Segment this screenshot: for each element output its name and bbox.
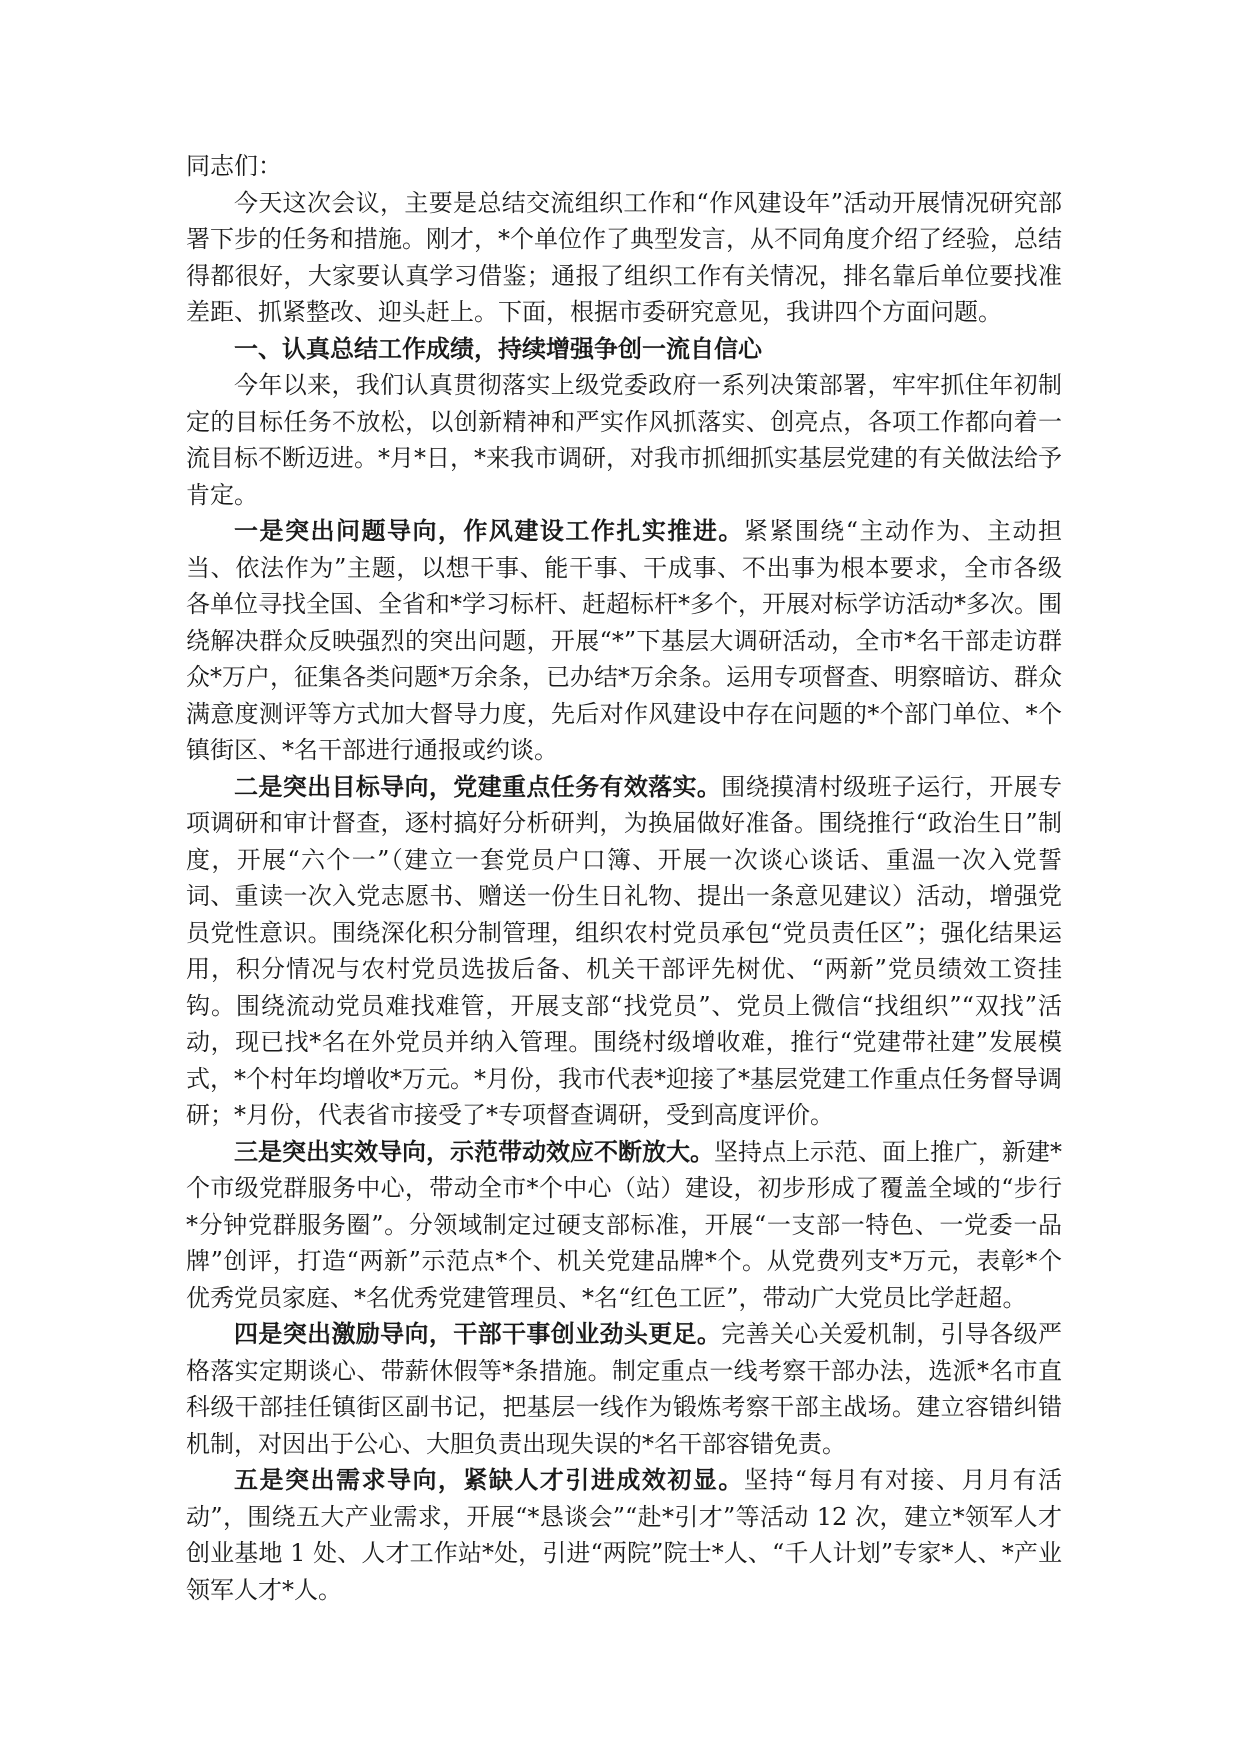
salutation: 同志们： — [186, 152, 282, 180]
point-paragraph — [186, 1134, 1062, 1317]
point-body: 紧紧围绕“主动作为、主动担当、依法作为”主题，以想干事、能干事、干成事、不出事为根本要求，全市各级各单位寻找全国、全省和*学习标杆、赶超标杆*多个，开展对标学访活动*多次。围绕解决群众反映强烈的突出问题，开展“*”下基层大调研活动，全市*名干部走访群众*万户，征集各类问题*万余条，已办结*万余条。运用专项督查、明察暗访、群众满意度测评等方式加大督导力度，先后对作风建设中存在问题的*个部门单位、*个镇街区、*名干部进行通报或约谈。 — [186, 517, 1062, 764]
point-body: 围绕摸清村级班子运行，开展专项调研和审计督查，逐村搞好分析研判，为换届做好准备。围绕推行“政治生日”制度，开展“六个一”（建立一套党员户口簿、开展一次谈心谈话、重温一次入党誓词、重读一次入党志愿书、赠送一份生日礼物、提出一条意见建议）活动，增强党员党性意识。围绕深化积分制管理，组织农村党员承包“党员责任区”；强化结果运用，积分情况与农村党员选拔后备、机关干部评先树优、“两新”党员绩效工资挂钩。围绕流动党员难找难管，开展支部“找党员”、党员上微信“找组织”“双找”活动，现已找*名在外党员并纳入管理。围绕村级增收难，推行“党建带社建”发展模式，*个村年均增收*万元。*月份，我市代表*迎接了*基层党建工作重点任务督导调研；*月份，代表省市接受了*专项督查调研，受到高度评价。 — [186, 772, 1063, 1129]
section-heading: 一、认真总结工作成绩，持续增强争创一流自信心 — [234, 333, 762, 363]
point-paragraph — [186, 1462, 1062, 1608]
point-body: 坚持“每月有对接、月月有活动”，围绕五大产业需求，开展“*恳谈会”“赴*引才”等活动 12 次，建立*领军人才创业基地 1 处、人才工作站*处，引进“两院”院士*人、“千人计划”专家*人、*产业领军人才*人。 — [186, 1466, 1062, 1604]
document-page — [186, 148, 1062, 1608]
point-lead: 四是突出激励导向，干部干事创业劲头更足。 — [234, 1319, 722, 1348]
section-body: 今年以来，我们认真贯彻落实上级党委政府一系列决策部署，牢牢抓住年初制定的目标任务不放松，以创新精神和严实作风抓落实、创亮点，各项工作都向着一流目标不断迈进。*月*日，*来我市调研，对我市抓细抓实基层党建的有关做法给予肯定。 — [186, 371, 1062, 509]
point-paragraph — [186, 513, 1062, 769]
intro-paragraph: 今天这次会议，主要是总结交流组织工作和“作风建设年”活动开展情况研究部署下步的任务和措施。刚才，*个单位作了典型发言，从不同角度介绍了经验，总结得都很好，大家要认真学习借鉴；通报了组织工作有关情况，排名靠后单位要找准差距、抓紧整改、迎头赶上。下面，根据市委研究意见，我讲四个方面问题。 — [186, 188, 1062, 326]
point-body: 完善关心关爱机制，引导各级严格落实定期谈心、带薪休假等*条措施。制定重点一线考察干部办法，选派*名市直科级干部挂任镇街区副书记，把基层一线作为锻炼考察干部主战场。建立容错纠错机制，对因出于公心、大胆负责出现失误的*名干部容错免责。 — [186, 1320, 1063, 1458]
point-lead: 一是突出问题导向，作风建设工作扎实推进。 — [234, 516, 744, 545]
point-paragraph — [186, 1316, 1062, 1462]
point-lead: 五是突出需求导向，紧缺人才引进成效初显。 — [234, 1465, 744, 1494]
point-paragraph — [186, 769, 1062, 1134]
point-lead: 三是突出实效导向，示范带动效应不断放大。 — [234, 1136, 714, 1166]
point-body: 坚持点上示范、面上推广，新建*个市级党群服务中心，带动全市*个中心（站）建设，初步形成了覆盖全域的“步行*分钟党群服务圈”。分领域制定过硬支部标准，开展“一支部一特色、一党委一品牌”创评，打造“两新”示范点*个、机关党建品牌*个。从党费列支*万元，表彰*个优秀党员家庭、*名优秀党建管理员、*名“红色工匠”，带动广大党员比学赶超。 — [186, 1137, 1062, 1312]
point-lead: 二是突出目标导向，党建重点任务有效落实。 — [234, 771, 722, 801]
